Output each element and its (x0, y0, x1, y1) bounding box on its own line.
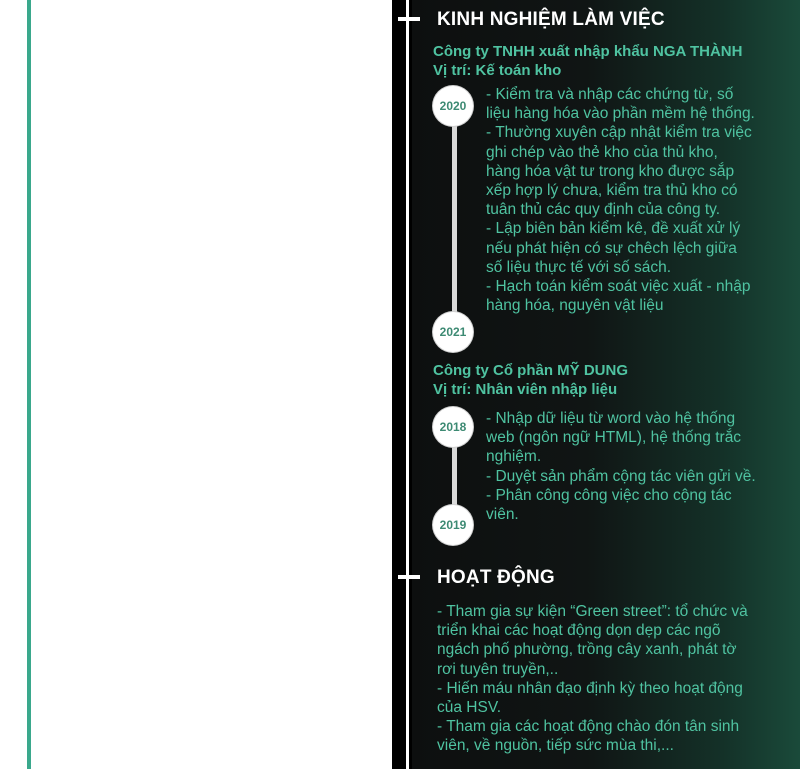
timeline-line (406, 0, 409, 769)
job-position: Vị trí: Kế toán kho (433, 62, 562, 79)
duty-item: - Duyệt sản phẩm cộng tác viên gửi về. (486, 467, 756, 485)
section-marker-experience (398, 17, 420, 21)
column-divider (392, 0, 412, 769)
section-title-experience: KINH NGHIỆM LÀM VIỆC (437, 9, 665, 30)
company-name: Công ty TNHH xuất nhập khẩu NGA THÀNH (433, 43, 743, 60)
year-end-badge: 2019 (433, 505, 473, 545)
job-position: Vị trí: Nhân viên nhập liệu (433, 381, 618, 398)
job-duties (486, 409, 756, 524)
year-end-badge: 2021 (433, 312, 473, 352)
activity-item: - Tham gia sự kiện “Green street”: tổ chức và triển khai các hoạt động dọn dẹp các ngõ ngách phố phường, trồng cây xanh, phát tờ rơi tuyên truyền,.. (437, 603, 748, 678)
left-accent-bar (27, 0, 31, 769)
duty-item: - Kiểm tra và nhập các chứng từ, số liệu hàng hóa vào phần mềm hệ thống. (486, 86, 755, 123)
activity-item: - Tham gia các hoạt động chào đón tân sinh viên, về nguồn, tiếp sức mùa thi,... (437, 718, 740, 755)
duty-item: - Phân công công việc cho cộng tác viên. (486, 486, 732, 524)
activity-item: - Hiến máu nhân đạo định kỳ theo hoạt động của HSV. (437, 679, 743, 717)
year-start-badge: 2018 (433, 407, 473, 447)
company-name: Công ty Cổ phần MỸ DUNG (433, 362, 628, 379)
duty-item: - Hạch toán kiểm soát việc xuất - nhập hàng hóa, nguyên vật liệu (486, 278, 751, 315)
section-title-activities: HOẠT ĐỘNG (437, 567, 555, 588)
activities-list (437, 602, 757, 756)
year-start-badge: 2020 (433, 86, 473, 126)
duty-item: - Lập biên bản kiểm kê, đề xuất xử lý nếu phát hiện có sự chêch lệch giữa số liệu thực tế với số sách. (486, 220, 741, 276)
duty-item: - Thường xuyên cập nhật kiểm tra việc ghi chép vào thẻ kho của thủ kho, hàng hóa vật tư trong kho được sắp xếp hợp lý chưa, kiểm tra thủ kho có tuân thủ các quy định của công ty. (486, 124, 752, 219)
duty-item: - Nhập dữ liệu từ word vào hệ thống web (ngôn ngữ HTML), hệ thống trắc nghiệm. (486, 410, 742, 466)
section-marker-activities (398, 575, 420, 579)
job-duties (486, 85, 756, 315)
year-range-line (452, 108, 457, 330)
